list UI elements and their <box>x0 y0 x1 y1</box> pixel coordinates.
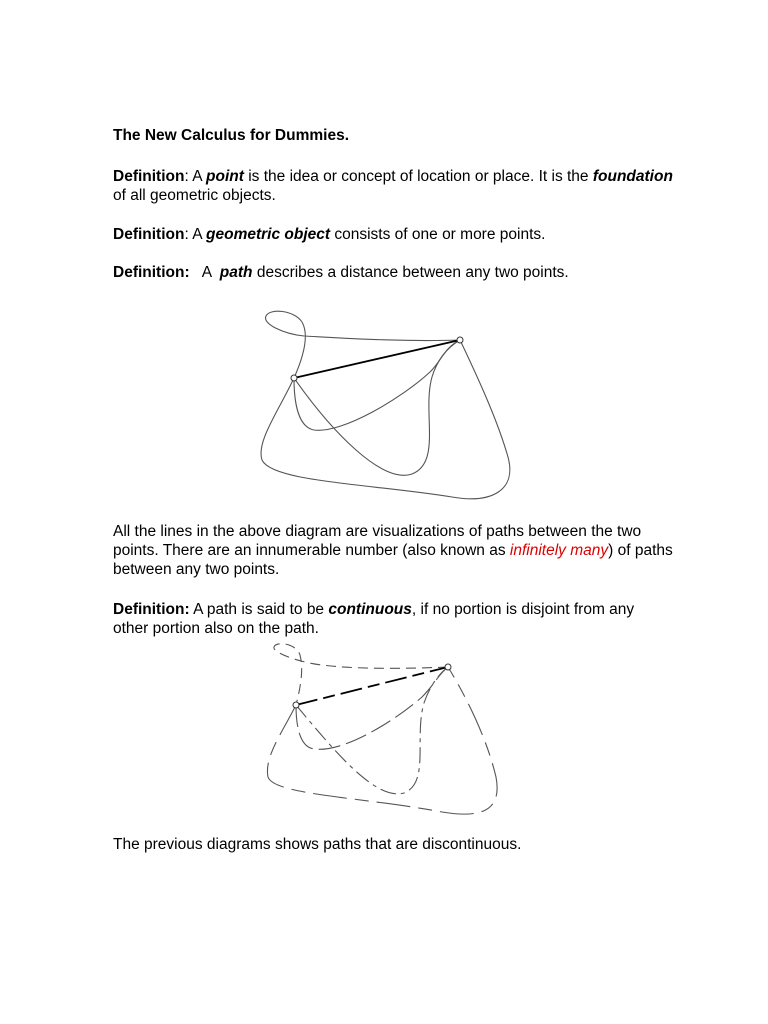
definition-label: Definition: <box>113 264 190 281</box>
definition-geometric-object <box>113 225 673 244</box>
text-run: A <box>189 264 220 281</box>
definition-point <box>113 167 673 205</box>
path-middle-curve <box>294 340 460 430</box>
closing-sentence: The previous diagrams shows paths that are discontinuous. <box>113 836 522 853</box>
definition-path <box>113 263 673 282</box>
term-continuous: continuous <box>328 601 412 618</box>
text-run: : A <box>184 168 207 185</box>
term-path: path <box>219 264 253 281</box>
text-run: of all geometric objects. <box>113 187 276 204</box>
text-run: is the idea or concept of location or place. It is the <box>243 168 593 185</box>
point-left <box>293 702 299 708</box>
term-foundation: foundation <box>592 168 673 185</box>
definition-label: Definition <box>113 226 185 243</box>
text-run: All the lines in the above diagram are visualizations of paths between the two points. There are an innumerable number (also known as <box>113 523 642 559</box>
definition-continuous <box>113 600 673 638</box>
text-run: , if no portion is disjoint from any other portion also on the path. <box>113 601 635 637</box>
text-run: : A <box>184 226 207 243</box>
highlight-infinitely-many: infinitely many <box>509 542 609 559</box>
path-straight-line <box>294 340 460 378</box>
path-middle-curve-dashed <box>296 667 448 749</box>
paragraph-paths <box>113 522 673 579</box>
point-left <box>291 375 297 381</box>
text-run: describes a distance between any two points. <box>252 264 569 281</box>
text-run: consists of one or more points. <box>330 226 546 243</box>
text-run: A path is said to be <box>189 601 329 618</box>
text-run: ) of paths between any two points. <box>113 542 673 578</box>
definition-label: Definition <box>113 168 185 185</box>
path-inner-dip <box>294 340 460 475</box>
term-point: point <box>206 168 244 185</box>
point-right <box>445 664 451 670</box>
point-right <box>457 337 463 343</box>
definition-label: Definition: <box>113 601 190 618</box>
paths-diagram-continuous <box>232 302 522 507</box>
paths-diagram-discontinuous <box>252 637 512 827</box>
term-geometric-object: geometric object <box>206 226 331 243</box>
path-top-loop <box>266 311 460 378</box>
path-outer-loop <box>261 340 510 499</box>
page-title: The New Calculus for Dummies. <box>113 127 349 144</box>
